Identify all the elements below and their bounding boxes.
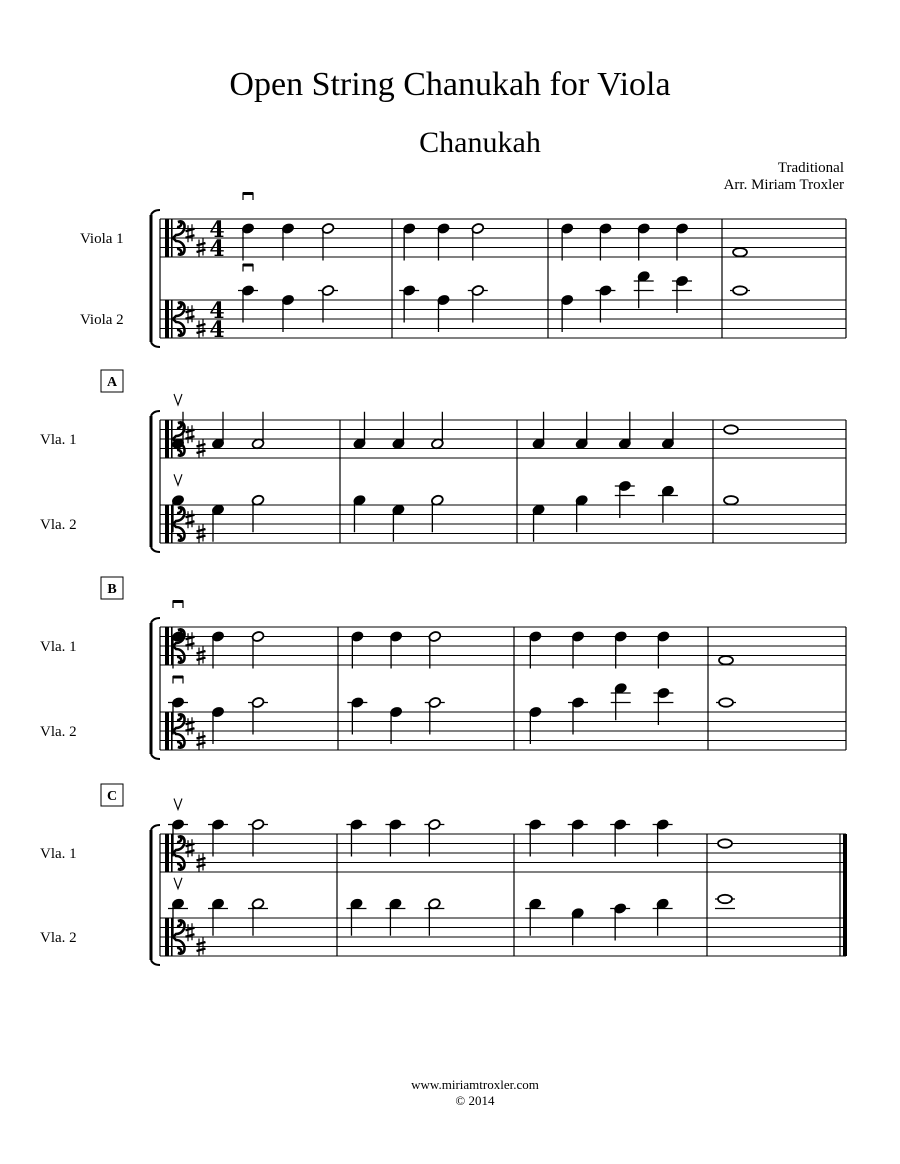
sharp-bar xyxy=(197,949,206,952)
staff-label: Vla. 1 xyxy=(40,432,77,448)
alto-clef-lower-curve xyxy=(173,524,185,541)
alto-clef-lower-curve xyxy=(173,646,185,663)
arranger-credit: Arr. Miriam Troxler xyxy=(723,177,844,193)
rehearsal-mark-label: B xyxy=(107,582,117,597)
staff-label: Viola 1 xyxy=(80,231,124,247)
note xyxy=(615,480,635,518)
note xyxy=(392,504,406,542)
staff-label: Vla. 1 xyxy=(40,639,77,655)
alto-clef-lower-curve xyxy=(173,319,185,336)
staff-2 xyxy=(40,878,846,956)
alto-clef-upper-curve xyxy=(173,920,185,937)
bracket-top-hook xyxy=(151,411,160,416)
sharp-bar xyxy=(197,743,206,746)
alto-clef-lower-curve xyxy=(173,853,185,870)
staff-2 xyxy=(80,264,846,344)
piece-subtitle: Chanukah xyxy=(419,126,541,159)
sharp-bar xyxy=(197,451,206,454)
note xyxy=(610,903,630,941)
sharp-bar xyxy=(186,316,195,319)
note xyxy=(733,248,747,256)
alto-clef-thick-bar xyxy=(165,712,169,750)
sharp-bar xyxy=(197,536,206,539)
up-bow-mark xyxy=(174,878,182,889)
notehead xyxy=(719,656,733,664)
alto-clef-thick-bar xyxy=(165,505,169,543)
system-4 xyxy=(40,784,847,965)
sharp-bar xyxy=(197,651,206,654)
alto-clef-thick-bar xyxy=(165,627,169,665)
note xyxy=(610,819,630,857)
staff-1 xyxy=(40,394,846,458)
up-bow-mark xyxy=(174,394,182,405)
sharp-bar xyxy=(197,865,206,868)
note xyxy=(211,706,225,744)
alto-clef-thick-bar xyxy=(165,918,169,956)
note xyxy=(525,819,545,857)
note xyxy=(618,412,632,450)
bracket-bottom-hook xyxy=(151,754,160,759)
staff-2 xyxy=(40,474,846,543)
sharp-bar xyxy=(197,736,206,739)
note xyxy=(675,223,689,261)
staff-1 xyxy=(40,799,846,873)
note xyxy=(571,631,585,669)
note xyxy=(389,631,403,669)
note xyxy=(347,697,367,735)
down-bow-bar xyxy=(173,676,183,679)
note xyxy=(353,494,367,532)
alto-clef-thin-bar xyxy=(171,300,173,338)
bracket-bottom-hook xyxy=(151,342,160,347)
note xyxy=(529,631,543,669)
note xyxy=(657,631,671,669)
staff-label: Vla. 1 xyxy=(40,846,77,862)
sharp-bar xyxy=(186,430,195,433)
note xyxy=(424,819,444,857)
note xyxy=(385,819,405,857)
sharp-bar xyxy=(186,728,195,731)
note xyxy=(389,706,403,744)
note xyxy=(351,631,365,669)
piece-title: Open String Chanukah for Viola xyxy=(229,66,671,103)
alto-clef-thick-bar xyxy=(165,300,169,338)
note xyxy=(424,898,444,936)
note xyxy=(211,412,225,450)
time-signature-denominator: 4 xyxy=(209,236,225,262)
sharp-bar xyxy=(197,858,206,861)
note xyxy=(431,412,445,450)
sharp-bar xyxy=(197,942,206,945)
final-barline-thick xyxy=(843,834,847,956)
alto-clef-thin-bar xyxy=(171,219,173,257)
notehead xyxy=(733,248,747,256)
note xyxy=(471,223,485,261)
sharp-bar xyxy=(186,637,195,640)
footer-copyright: © 2014 xyxy=(455,1093,495,1108)
note xyxy=(248,819,268,857)
staff-1 xyxy=(40,600,846,669)
note xyxy=(392,412,406,450)
note xyxy=(560,294,574,332)
note xyxy=(560,223,574,261)
sharp-bar xyxy=(186,643,195,646)
alto-clef-upper-curve xyxy=(173,221,185,238)
note xyxy=(672,275,692,313)
staff-label: Vla. 2 xyxy=(40,724,77,740)
staff-label: Vla. 2 xyxy=(40,930,77,946)
system-2 xyxy=(40,370,846,552)
sharp-bar xyxy=(197,324,206,327)
sharp-bar xyxy=(186,310,195,313)
alto-clef-upper-curve xyxy=(173,714,185,731)
sharp-bar xyxy=(197,250,206,253)
bracket-top-hook xyxy=(151,825,160,830)
rehearsal-mark-label: A xyxy=(106,375,118,390)
note xyxy=(658,485,678,523)
note xyxy=(346,819,366,857)
footer-url: www.miriamtroxler.com xyxy=(411,1077,539,1092)
sharp-bar xyxy=(197,243,206,246)
alto-clef-thick-bar xyxy=(165,219,169,257)
note xyxy=(653,819,673,857)
bracket-bottom-hook xyxy=(151,547,160,552)
note xyxy=(571,907,585,945)
note xyxy=(251,494,265,532)
sharp-bar xyxy=(186,229,195,232)
alto-clef-upper-curve xyxy=(173,302,185,319)
note xyxy=(718,839,732,847)
note xyxy=(353,412,367,450)
note xyxy=(637,223,651,261)
note xyxy=(715,895,735,909)
notehead xyxy=(718,895,732,903)
sharp-bar xyxy=(186,436,195,439)
alto-clef-lower-curve xyxy=(173,937,185,954)
sharp-bar xyxy=(197,331,206,334)
note xyxy=(318,285,338,323)
note xyxy=(241,223,255,261)
sharp-bar xyxy=(186,934,195,937)
note xyxy=(346,898,366,936)
bracket-bottom-hook xyxy=(151,960,160,965)
note xyxy=(248,898,268,936)
sharp-bar xyxy=(186,850,195,853)
bracket-top-hook xyxy=(151,618,160,623)
notehead xyxy=(724,425,738,433)
note xyxy=(724,425,738,433)
alto-clef-thin-bar xyxy=(171,420,173,458)
alto-clef-upper-curve xyxy=(173,507,185,524)
note xyxy=(399,285,419,323)
sharp-bar xyxy=(186,928,195,931)
staff-label: Vla. 2 xyxy=(40,517,77,533)
note xyxy=(653,898,673,936)
system-3 xyxy=(40,577,846,759)
sharp-bar xyxy=(186,521,195,524)
note xyxy=(525,898,545,936)
note xyxy=(611,682,631,720)
sharp-bar xyxy=(197,444,206,447)
staff-label: Viola 2 xyxy=(80,312,124,328)
note xyxy=(437,223,451,261)
note xyxy=(661,412,675,450)
alto-clef-lower-curve xyxy=(173,731,185,748)
down-bow-bar xyxy=(173,600,183,603)
sharp-bar xyxy=(186,235,195,238)
time-signature-numerator: 4 xyxy=(209,298,225,324)
rehearsal-mark-label: C xyxy=(106,789,118,804)
note xyxy=(251,631,265,669)
note xyxy=(425,697,445,735)
note xyxy=(599,223,613,261)
alto-clef-lower-curve xyxy=(173,238,185,255)
note xyxy=(385,898,405,936)
note xyxy=(716,698,736,706)
note xyxy=(568,697,588,735)
note xyxy=(634,270,654,308)
note xyxy=(208,898,228,936)
note xyxy=(238,285,258,323)
note xyxy=(171,412,185,450)
note xyxy=(532,412,546,450)
note xyxy=(402,223,416,261)
note xyxy=(719,656,733,664)
up-bow-mark xyxy=(174,799,182,810)
notehead xyxy=(719,698,733,706)
note xyxy=(431,494,445,532)
time-signature-numerator: 4 xyxy=(209,217,225,243)
note xyxy=(730,286,750,294)
note xyxy=(281,294,295,332)
alto-clef-thick-bar xyxy=(165,834,169,872)
note xyxy=(575,494,589,532)
note xyxy=(321,223,335,261)
notehead xyxy=(733,286,747,294)
note xyxy=(724,496,738,504)
time-signature-denominator: 4 xyxy=(209,317,225,343)
sharp-bar xyxy=(186,844,195,847)
down-bow-bar xyxy=(243,192,253,195)
note xyxy=(428,631,442,669)
note xyxy=(248,697,268,735)
note xyxy=(251,412,265,450)
note xyxy=(281,223,295,261)
notehead xyxy=(718,839,732,847)
bracket-top-hook xyxy=(151,210,160,215)
up-bow-mark xyxy=(174,474,182,485)
note xyxy=(529,706,543,744)
composer-credit: Traditional xyxy=(777,160,844,176)
sharp-bar xyxy=(197,529,206,532)
note xyxy=(575,412,589,450)
note xyxy=(468,285,488,323)
note xyxy=(614,631,628,669)
note xyxy=(595,285,615,323)
staff-2 xyxy=(40,676,846,751)
sharp-bar xyxy=(186,515,195,518)
note xyxy=(568,819,588,857)
note xyxy=(208,819,228,857)
notehead xyxy=(724,496,738,504)
down-bow-bar xyxy=(243,264,253,267)
sharp-bar xyxy=(197,658,206,661)
alto-clef-thick-bar xyxy=(165,420,169,458)
note xyxy=(532,504,546,542)
alto-clef-upper-curve xyxy=(173,836,185,853)
note xyxy=(211,631,225,669)
staff-1 xyxy=(80,192,846,262)
note xyxy=(211,504,225,542)
note xyxy=(437,294,451,332)
sharp-bar xyxy=(186,722,195,725)
note xyxy=(653,687,673,725)
system-1 xyxy=(80,192,846,347)
